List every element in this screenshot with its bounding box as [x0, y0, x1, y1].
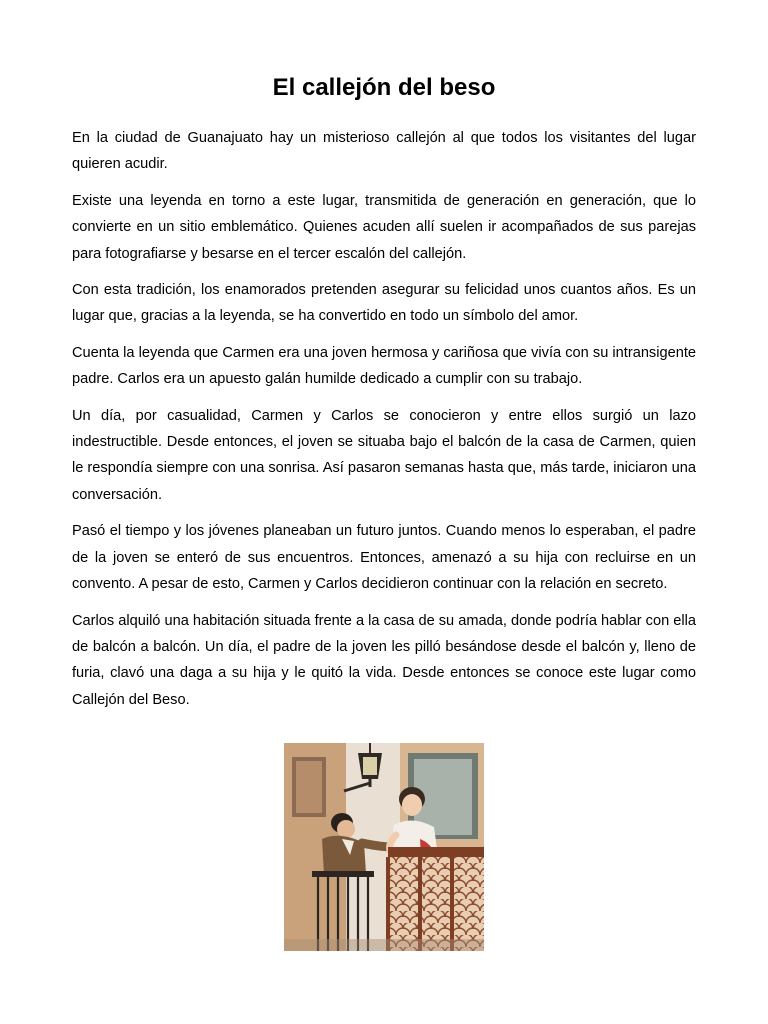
document-body — [72, 125, 696, 723]
paragraph: Carlos alquiló una habitación situada frente a la casa de su amada, donde podría hablar con ella de balcón a balcón. Un día, el padre de la joven les pilló besándose desde el balcón y, lleno de furia, clavó una daga a su hija y le quitó la vida. Desde entonces se conoce este lugar como Callejón del Beso. — [72, 612, 696, 708]
paragraph: Cuenta la leyenda que Carmen era una joven hermosa y cariñosa que vivía con su intransigente padre. Carlos era un apuesto galán humilde dedicado a cumplir con su trabajo. — [72, 344, 696, 388]
paragraph: Un día, por casualidad, Carmen y Carlos se conocieron y entre ellos surgió un lazo indestructible. Desde entonces, el joven se situaba bajo el balcón de la casa de Carmen, quien le respondía siempre con una sonrisa. Así pasaron semanas hasta que, más tarde, iniciaron una conversación. — [72, 407, 696, 503]
document-title: El callejón del beso — [272, 74, 496, 101]
balcony-kiss-illustration — [284, 743, 484, 951]
paragraph: Con esta tradición, los enamorados pretenden asegurar su felicidad unos cuantos años. Es un lugar que, gracias a la leyenda, se ha convertido en todo un símbolo del amor. — [72, 282, 696, 325]
paragraph: Existe una leyenda en torno a este lugar, transmitida de generación en generación, que lo convierte en un sitio emblemático. Quienes acuden allí suelen ir acompañados de sus parejas para fotografiarse y besarse en el tercer escalón del callejón. — [72, 192, 696, 262]
paragraph: Pasó el tiempo y los jóvenes planeaban un futuro juntos. Cuando menos lo esperaban, el padre de la joven se enteró de sus encuentros. Entonces, amenazó a su hija con recluirse en un convento. A pesar de esto, Carmen y Carlos decidieron continuar con la relación en secreto. — [72, 523, 696, 593]
balcony-kiss-image — [284, 743, 484, 951]
paragraph: En la ciudad de Guanajuato hay un misterioso callejón al que todos los visitantes del lugar quieren acudir. — [72, 130, 696, 173]
